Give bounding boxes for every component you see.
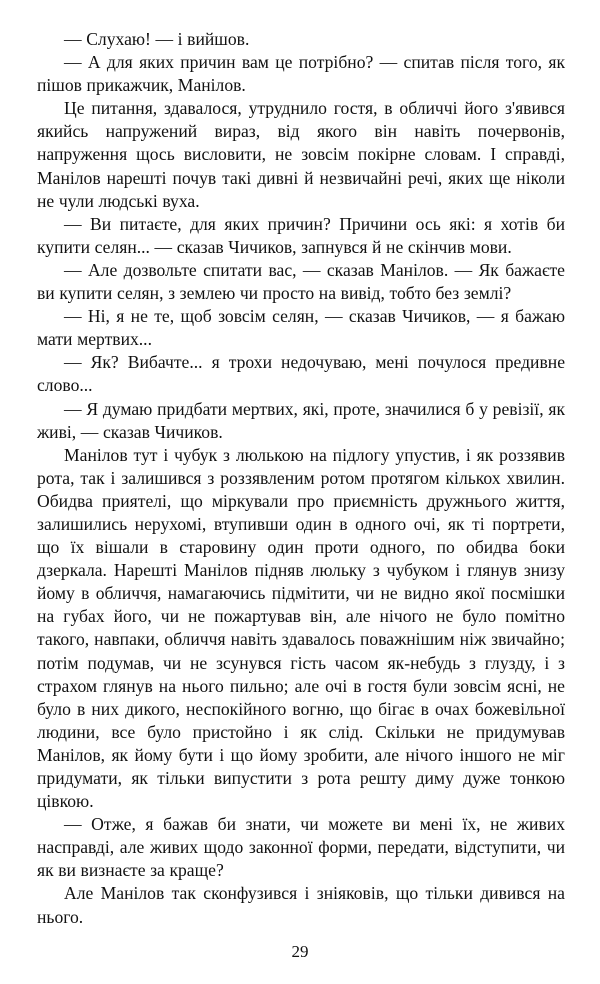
paragraph: Манілов тут і чубук з люлькою на підлогу упустив, і як роззявив рота, так і залишився з роззявленим ротом протягом кількох хвилин. Обидва приятелі, що міркували про приємність дружнього життя, залишились нерухомі, втупивши один в одного очі, як ті портрети, що їх вішали в старовину один проти одного, по обидва боки дзеркала. Нарешті Манілов підняв люльку з чубуком і глянув знизу йому в обличчя, намагаючись підмітити, чи не видно якої посмішки на губах його, чи не пожартував він, але нічого не було помітно такого, навпаки, обличчя навіть здавалось поважнішим ніж звичайно; потім подумав, чи не зсунувся гість часом як-небудь з глузду, і з страхом глянув на нього пильно; але очі в гостя були зовсім ясні, не було в них дикого, неспокійного вогню, що бігає в очах божевільної людини, все було пристойно і як слід. Скільки не придумував Манілов, як йому бути і що йому зробити, але нічого іншого не міг придумати, як тільки випустити з рота решту диму дуже тонкою цівкою. — [37, 444, 565, 812]
paragraph: — Отже, я бажав би знати, чи можете ви мені їх, не живих насправді, але живих щодо законної форми, передати, відступити, чи як ви визнаєте за краще? — [37, 814, 565, 881]
paragraph: — Але дозвольте спитати вас, — сказав Манілов. — Як бажаєте ви купити селян, з землею чи просто на вивід, тобто без землі? — [37, 259, 565, 304]
paragraph: — Ні, я не те, щоб зовсім селян, — сказав Чичиков, — я бажаю мати мертвих... — [37, 306, 565, 350]
paragraph: — Як? Вибачте... я трохи недочуваю, мені почулося предивне слово... — [37, 352, 565, 396]
paragraph: — Ви питаєте, для яких причин? Причини ось які: я хотів би купити селян... — сказав Чичиков, запнувся й не скінчив мови. — [37, 213, 565, 257]
text-block — [37, 28, 565, 929]
paragraph: — А для яких причин вам це потрібно? — спитав після того, як пішов прикажчик, Манілов. — [37, 52, 565, 96]
paragraph: — Я думаю придбати мертвих, які, проте, значилися б у ревізії, як живі, — сказав Чичиков. — [37, 398, 565, 442]
paragraph: Це питання, здавалося, утруднило гостя, в обличчі його з'явився якийсь напружений вираз, від якого він навіть почервонів, напруження щось висловити, не зовсім покірне словам. І справді, Манілов нарешті почув такі дивні й незвичайні речі, яких ще ніколи не чули людські вуха. — [37, 98, 565, 211]
page-number: 29 — [291, 942, 309, 961]
paragraph: — Слухаю! — і вийшов. — [64, 29, 250, 49]
paragraph: Але Манілов так сконфузився і зніяковів, що тільки дивився на нього. — [37, 883, 565, 927]
